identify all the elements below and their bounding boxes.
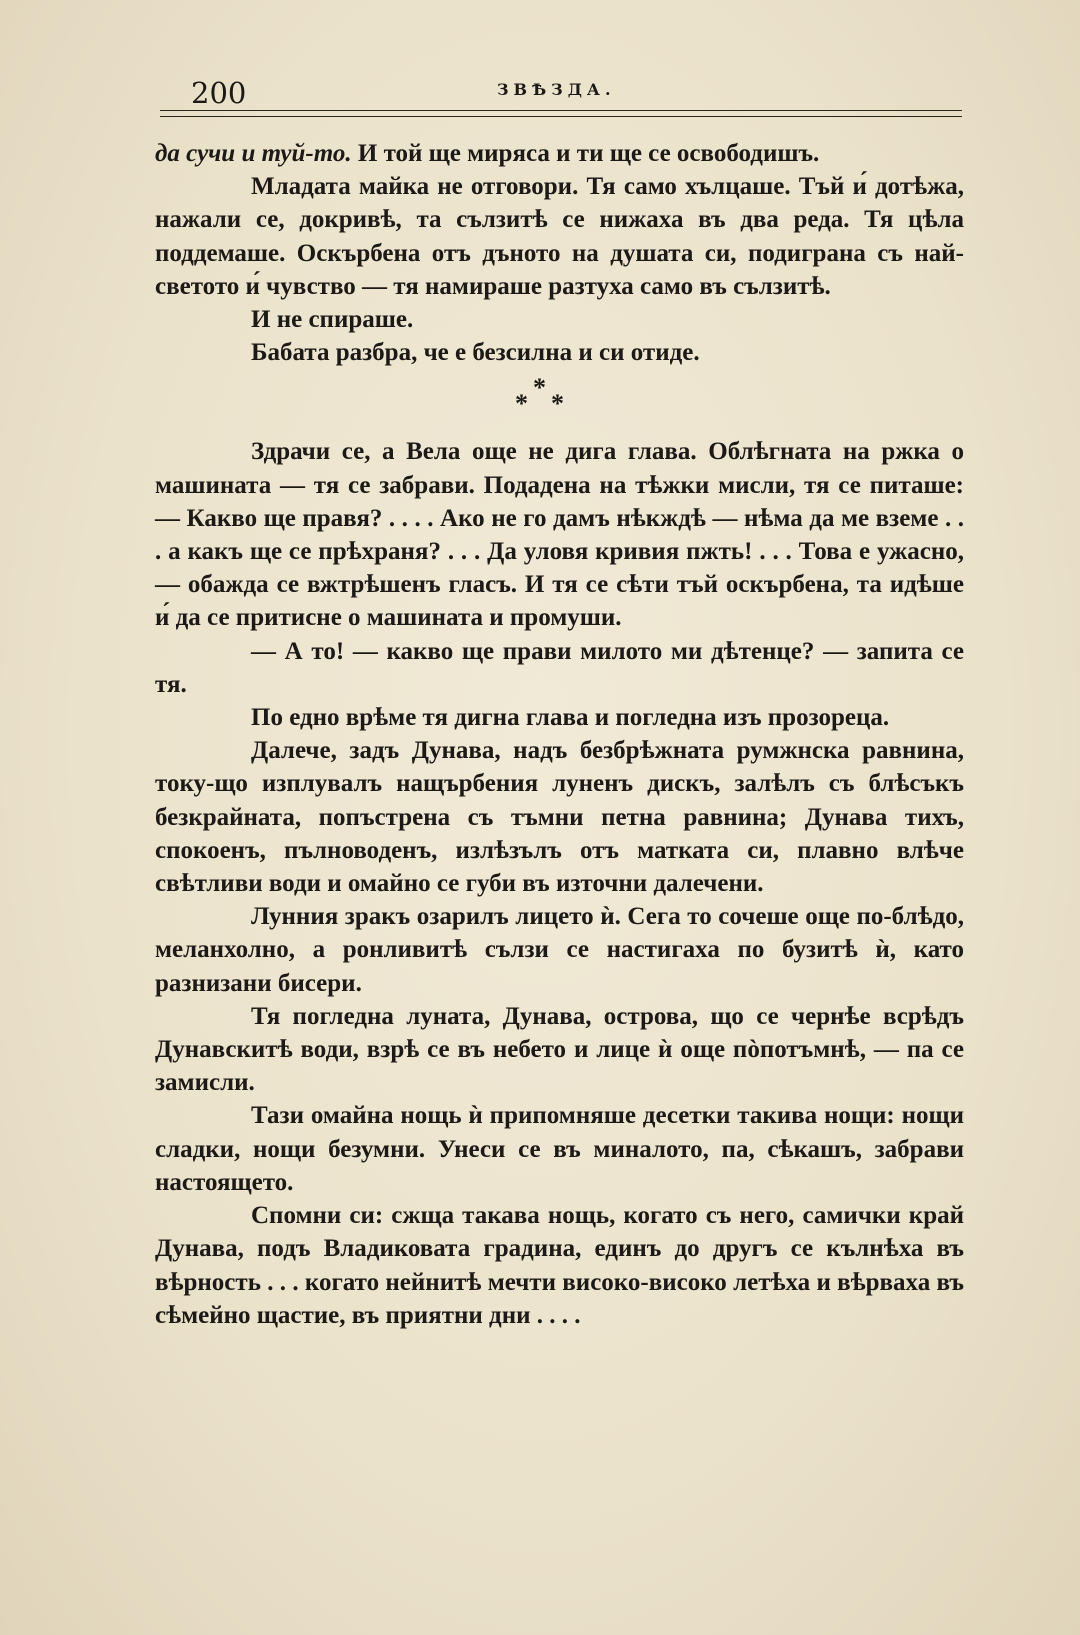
page-header: [155, 70, 965, 110]
paragraph-continued-text: И той ще миряса и ти ще се освободишъ.: [351, 140, 820, 167]
paragraph: Бабата разбра, че е безсилна и си отиде.: [251, 339, 700, 367]
paragraph: Тази омайна нощь ѝ припомняше десетки такива нощи: нощи сладки, нощи безумни. Унеси се въ миналото, па, сѣкашъ, забрави настоящето.: [155, 1102, 964, 1196]
page-number: 200: [191, 76, 247, 110]
asterisk: *: [533, 373, 546, 403]
paragraph: И не спираше.: [251, 306, 414, 334]
paragraph: Лунния зракъ озарилъ лицето ѝ. Сега то сочеше още по-блѣдо, меланхолно, а ронливитѣ сълзи се настигаха по бузитѣ ѝ, като разнизани бисери.: [155, 903, 964, 997]
paragraph: — А то! — какво ще прави милото ми дѣтенце? — запита се тя.: [155, 637, 964, 698]
paragraph: По едно врѣме тя дигна глава и погледна изъ прозореца.: [251, 704, 890, 732]
paragraph: Спомни си: сжща такава нощь, когато съ него, самички край Дунава, подъ Владиковата градина, единъ до другъ се кълнѣха въ вѣрность . . . когато нейнитѣ мечти високо-високо летѣха и вѣрваха въ сѣмейно щастие, въ приятни дни . . . .: [155, 1202, 964, 1329]
paragraph-continued: [155, 137, 964, 170]
paragraph: Младата майка не отговори. Тя само хълцаше. Тъй и́ дотѣжа, нажали се, докривѣ, та сълзитѣ се нижаха въ два реда. Тя цѣла поддемаше. Оскърбена отъ дъното на душата си, подиграна съ най-светото и́ чувство — тя намираше разтуха само въ сълзитѣ.: [155, 173, 964, 300]
italic-phrase: да сучи и туй-то.: [155, 140, 352, 167]
paragraph: Тя погледна луната, Дунава, острова, що се чернѣе всрѣдъ Дунавскитѣ води, взрѣ се въ небето и лице ѝ още пòпотъмнѣ, — па се замисли.: [155, 1002, 964, 1097]
asterisk: *: [515, 389, 528, 419]
paragraph: Далече, задъ Дунава, надъ безбрѣжната румжнска равнина, току-що изплувалъ нащърбения луненъ дискъ, залѣлъ съ блѣсъкъ безкрайната, попъстрена съ тъмни петна равнина; Дунава тихъ, спокоенъ, пълноводенъ, излѣзълъ отъ матката си, плавно влѣче свѣтливи води и омайно се губи въ източни далечени.: [155, 737, 964, 898]
asterisk: *: [551, 389, 564, 419]
header-rule-top: [160, 110, 962, 111]
header-rule-bottom: [160, 116, 962, 117]
running-title: ЗВѢЗДА.: [497, 80, 616, 99]
paragraph: Здрачи се, а Вела още не дига глава. Облѣгната на ржка о машината — тя се забрави. Подадена на тѣжки мисли, тя се питаше: — Какво ще правя? . . . . Ако не го дамъ нѣкждѣ — нѣма да ме вземе . . . а какъ ще се прѣхраня? . . . Да уловя кривия пжть! . . . Това е ужасно, — обажда се вжтрѣшенъ гласъ. И тя се сѣти тъй оскърбена, та идѣше и́ да се притисне о машината и промуши.: [155, 438, 964, 632]
body-text: [155, 137, 964, 1332]
section-break-asterism: [155, 369, 964, 435]
